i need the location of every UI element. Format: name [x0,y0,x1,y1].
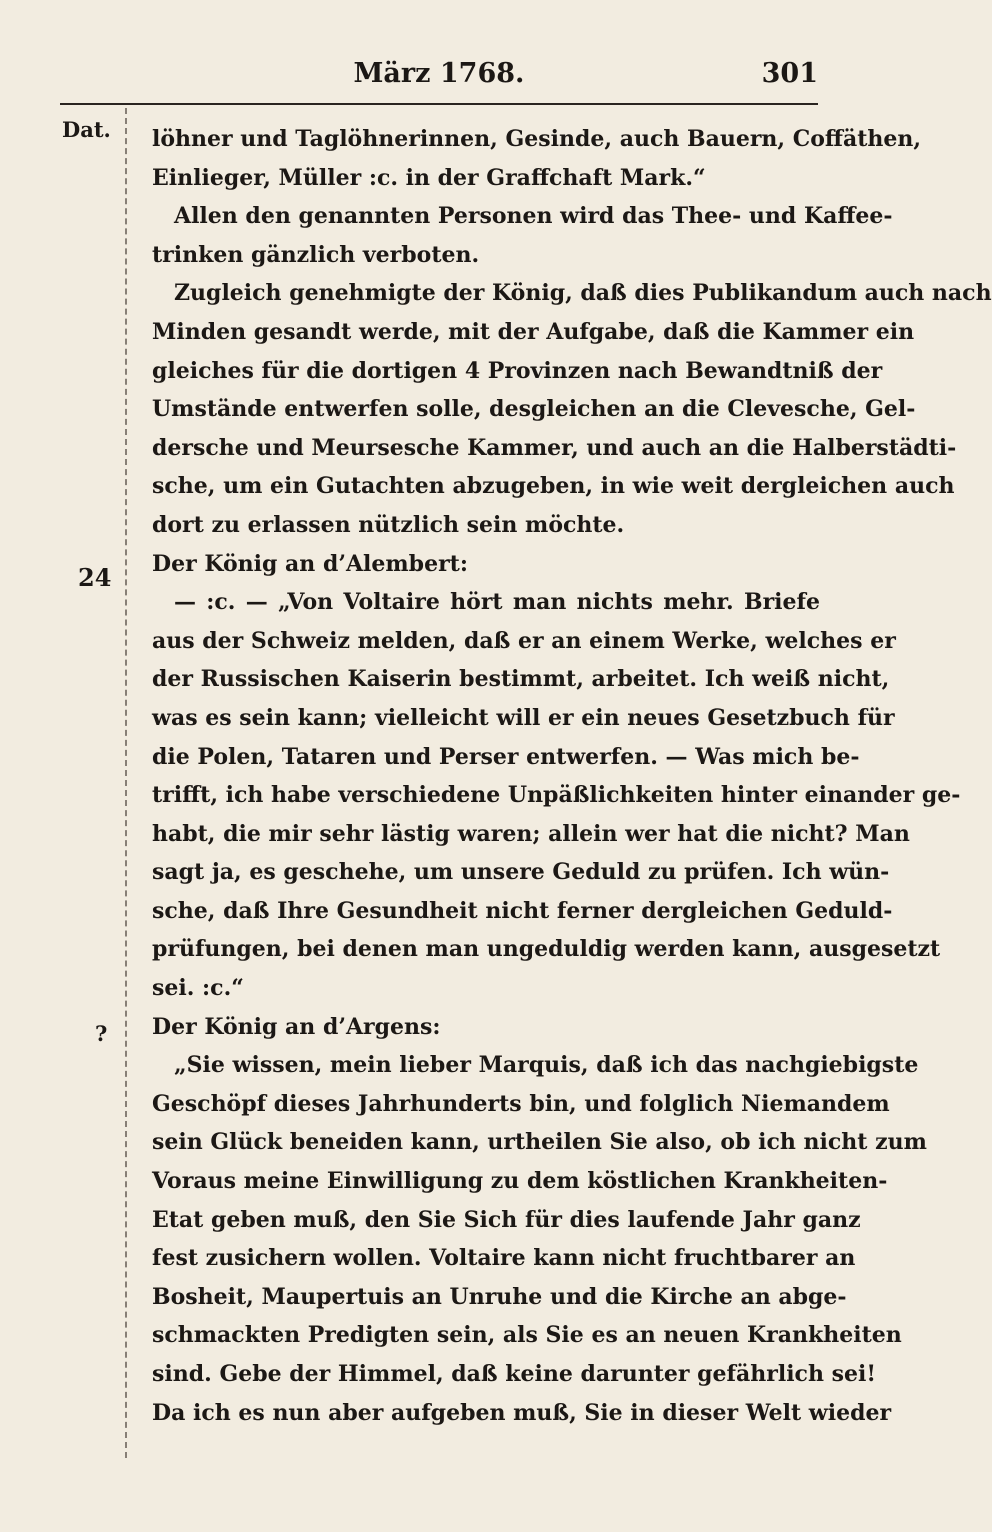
text-line: sein Glück beneiden kann, urtheilen Sie also, ob ich nicht zum [152,1129,927,1156]
text-line: sind. Gebe der Himmel, daß keine darunter gefährlich sei! [152,1361,877,1387]
text-line: sche, daß Ihre Gesundheit nicht ferner dergleichen Geduld- [152,897,893,924]
header-rule [60,103,818,105]
margin-divider [125,108,127,1458]
text-line: Umstände entwerfen solle, desgleichen an die Clevesche, Gel- [152,396,916,423]
text-line: Der König an d’Alembert: [152,550,468,577]
text-line: Etat geben muß, den Sie Sich für dies laufende Jahr ganz [152,1206,861,1233]
text-line: schmackten Predigten sein, als Sie es an neuen Krankheiten [152,1322,902,1349]
margin-day-24: 24 [78,563,112,592]
text-line: fest zusichern wollen. Voltaire kann nicht fruchtbarer an [152,1245,856,1272]
text-line: sei. :c.“ [152,975,244,1002]
page-header [60,58,818,98]
text-line: die Polen, Tataren und Perser entwerfen. — Was mich be- [152,743,860,770]
text-line: aus der Schweiz melden, daß er an einem Werke, welches er [152,627,896,654]
text-line: trifft, ich habe verschiedene Unpäßlichkeiten hinter einander ge- [152,782,961,809]
text-line: sagt ja, es geschehe, um unsere Geduld zu prüfen. Ich wün- [152,859,890,886]
text-line: Voraus meine Einwilligung zu dem köstlichen Krankheiten- [152,1168,888,1195]
text-line: Da ich es nun aber aufgeben muß, Sie in dieser Welt wieder [152,1399,892,1426]
text-line: Der König an d’Argens: [152,1013,441,1040]
text-line: löhner und Taglöhnerinnen, Gesinde, auch Bauern, Coffäthen, [152,126,922,152]
text-line: sche, um ein Gutachten abzugeben, in wie weit dergleichen auch [152,473,955,500]
text-line: — :c. — „Von Voltaire hört man nichts mehr. Briefe [174,589,820,616]
text-line: gleiches für die dortigen 4 Provinzen nach Bewandtniß der [152,357,883,384]
margin-date-label: Dat. [62,117,111,142]
text-line: Einlieger, Müller :c. in der Graffchaft Mark.“ [152,164,706,191]
text-line: was es sein kann; vielleicht will er ein neues Gesetzbuch für [152,704,895,731]
text-line: „Sie wissen, mein lieber Marquis, daß ich das nachgiebigste [174,1052,919,1079]
page-number: 301 [761,58,818,89]
text-line: dersche und Meursesche Kammer, und auch an die Halberstädti- [152,434,957,461]
text-line: trinken gänzlich verboten. [152,241,480,268]
text-line: Bosheit, Maupertuis an Unruhe und die Kirche an abge- [152,1283,847,1310]
text-line: Minden gesandt werde, mit der Aufgabe, daß die Kammer ein [152,318,915,345]
text-line: Allen den genannten Personen wird das Thee- und Kaffee- [174,203,893,230]
margin-day-unknown: ? [95,1021,108,1046]
body-text [152,120,992,1432]
text-line: Geschöpf dieses Jahrhunderts bin, und folglich Niemandem [152,1090,890,1117]
running-title: März 1768. [353,58,525,89]
text-line: habt, die mir sehr lästig waren; allein wer hat die nicht? Man [152,820,910,847]
text-line: Zugleich genehmigte der König, daß dies Publikandum auch nach [174,280,992,307]
text-line: der Russischen Kaiserin bestimmt, arbeitet. Ich weiß nicht, [152,666,890,693]
text-line: dort zu erlassen nützlich sein möchte. [152,511,625,538]
text-line: prüfungen, bei denen man ungeduldig werden kann, ausgesetzt [152,936,941,963]
